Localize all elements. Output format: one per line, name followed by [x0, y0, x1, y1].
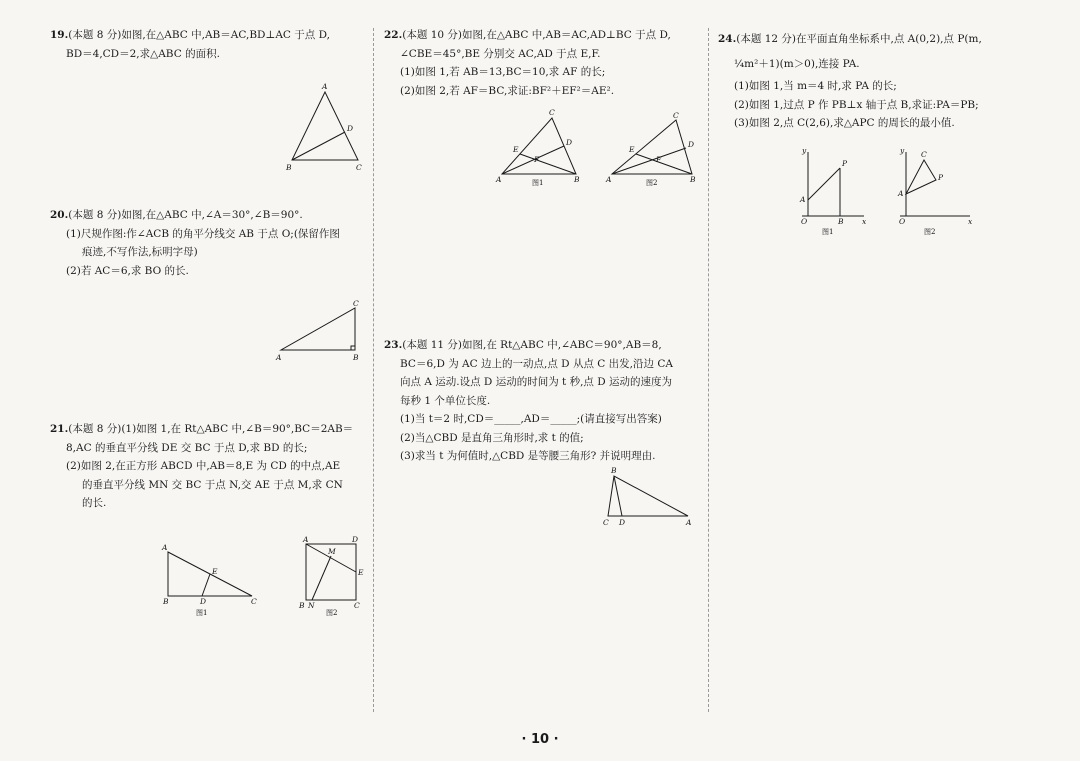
caption: 图1 [196, 609, 208, 617]
question-text: (本题 12 分)在平面直角坐标系中,点 A(0,2),点 P(m, [736, 33, 982, 45]
right-angle-mark [351, 346, 355, 350]
label-c: C [921, 150, 927, 159]
label-b: B [299, 601, 305, 610]
question-text: 每秒 1 个单位长度. [400, 394, 491, 407]
label-e: E [212, 567, 218, 576]
question-text: (2)如图 2,若 AF＝BC,求证:BF²＋EF²＝AE². [400, 84, 615, 97]
label-o: O [899, 217, 906, 226]
question-text: BD＝4,CD＝2,求△ABC 的面积. [66, 47, 220, 60]
label-b: B [286, 163, 292, 172]
figure-21-1 [160, 544, 270, 619]
label-c: C [251, 597, 257, 606]
column-divider-2 [708, 28, 709, 712]
question-text: (1)如图 1,若 AB＝13,BC＝10,求 AF 的长; [400, 66, 606, 78]
figure-20-triangle [275, 299, 365, 372]
label-a: A [606, 175, 612, 184]
label-m: M [328, 547, 336, 556]
question-24 [718, 30, 1040, 133]
label-e: E [513, 145, 519, 154]
segment-mn [312, 556, 331, 600]
segment-bd [614, 476, 622, 516]
label-x: x [968, 217, 973, 226]
label-e: E [358, 568, 364, 577]
question-20 [50, 206, 362, 280]
label-d: D [688, 140, 695, 149]
question-text: (本题 8 分)如图,在△ABC 中,∠A＝30°,∠B＝90°. [68, 209, 303, 221]
label-n: N [308, 601, 315, 610]
figure-22-1 [496, 110, 586, 190]
figure-22-2 [606, 111, 706, 190]
segment-ad [612, 148, 686, 174]
question-text: 的垂直平分线 MN 交 BC 于点 N,交 AE 于点 M,求 CN [82, 478, 343, 491]
caption: 图2 [646, 179, 658, 187]
question-22 [384, 26, 696, 100]
question-text: BC＝6,D 为 AC 边上的一动点,点 D 从点 C 出发,沿边 CA [400, 357, 673, 370]
triangle-abc [612, 120, 695, 174]
label-a: A [800, 195, 806, 204]
label-c: C [356, 163, 362, 172]
question-text: (本题 11 分)如图,在 Rt△ABC 中,∠ABC＝90°,AB＝8, [402, 339, 662, 351]
label-b: B [163, 597, 169, 606]
label-c: C [603, 518, 609, 527]
question-text: 痕迹,不写作法,标明字母) [82, 246, 198, 258]
question-text: (2)如图 2,在正方形 ABCD 中,AB＝8,E 为 CD 的中点,AE [66, 460, 341, 472]
question-text: (本题 8 分)(1)如图 1,在 Rt△ABC 中,∠B＝90°,BC＝2AB＝ [68, 423, 354, 435]
label-e: E [629, 145, 635, 154]
caption: 图2 [924, 228, 936, 236]
label-b: B [353, 353, 359, 362]
segment-bd [292, 132, 345, 160]
segment-be [636, 154, 692, 174]
label-o: O [801, 217, 808, 226]
question-19 [50, 26, 362, 63]
label-p: P [842, 159, 848, 168]
question-text: (1)当 t＝2 时,CD＝_____,AD＝_____;(请直接写出答案) [400, 413, 662, 425]
question-text: ¼m²＋1)(m＞0),连接 PA. [734, 57, 860, 70]
label-f: F [534, 155, 540, 164]
question-text: 8,AC 的垂直平分线 DE 交 BC 于点 D,求 BD 的长; [66, 441, 308, 454]
figure-23-triangle [600, 466, 700, 526]
caption: 图1 [532, 179, 544, 187]
label-a: A [276, 353, 282, 362]
label-c: C [673, 111, 679, 120]
figure-19-triangle [280, 84, 370, 174]
label-b: B [574, 175, 580, 184]
label-p: P [938, 173, 944, 182]
question-text: (3)如图 2,点 C(2,6),求△APC 的周长的最小值. [734, 117, 955, 129]
page-number: · 10 · [521, 732, 559, 747]
figure-24-1 [788, 146, 868, 238]
label-c: C [353, 299, 359, 308]
label-d: D [200, 597, 207, 606]
question-text: (2)如图 1,过点 P 作 PB⊥x 轴于点 B,求证:PA＝PB; [734, 98, 979, 111]
question-text: ∠CBE＝45°,BE 分别交 AC,AD 于点 E,F. [400, 47, 601, 60]
label-b: B [690, 175, 696, 184]
question-23 [384, 336, 696, 466]
label-y: y [900, 146, 905, 155]
label-d: D [619, 518, 626, 527]
question-number: 21. [50, 423, 69, 435]
figure-21-2 [298, 534, 378, 624]
triangle-apc [906, 160, 936, 194]
question-number: 22. [384, 29, 403, 41]
label-x: x [862, 217, 867, 226]
caption: 图2 [326, 609, 338, 617]
segment-pa [808, 168, 840, 200]
label-a: A [898, 189, 904, 198]
question-text: (1)如图 1,当 m＝4 时,求 PA 的长; [734, 80, 897, 92]
question-number: 19. [50, 29, 69, 41]
question-number: 24. [718, 33, 737, 45]
question-text: (1)尺规作图:作∠ACB 的角平分线交 AB 于点 O;(保留作图 [66, 227, 340, 240]
label-a: A [322, 82, 328, 91]
label-a: A [162, 543, 168, 552]
caption: 图1 [822, 228, 834, 236]
triangle-abc [608, 476, 688, 516]
figure-24-2 [894, 146, 974, 238]
question-21 [50, 420, 362, 513]
question-text: (2)当△CBD 是直角三角形时,求 t 的值; [400, 431, 584, 444]
question-text: (本题 8 分)如图,在△ABC 中,AB＝AC,BD⊥AC 于点 D, [68, 29, 331, 41]
question-text: (3)求当 t 为何值时,△CBD 是等腰三角形? 并说明理由. [400, 450, 656, 462]
label-b: B [838, 217, 844, 226]
question-text: 向点 A 运动.设点 D 运动的时间为 t 秒,点 D 运动的速度为 [400, 376, 673, 388]
label-a: A [303, 535, 309, 544]
label-d: D [352, 535, 359, 544]
label-y: y [802, 146, 807, 155]
label-a: A [686, 518, 692, 527]
triangle-abc [281, 308, 355, 350]
label-c: C [354, 601, 360, 610]
segment-be [520, 154, 576, 174]
question-text: (本题 10 分)如图,在△ABC 中,AB＝AC,AD⊥BC 于点 D, [402, 29, 671, 41]
question-number: 20. [50, 209, 69, 221]
label-b: B [611, 466, 617, 475]
segment-ad [502, 146, 564, 174]
de-perpendicular-bisector [202, 574, 210, 596]
label-d: D [347, 124, 354, 133]
label-f: F [656, 155, 662, 164]
question-text: (2)若 AC＝6,求 BO 的长. [66, 264, 189, 277]
label-a: A [496, 175, 502, 184]
question-number: 23. [384, 339, 403, 351]
label-d: D [566, 138, 573, 147]
label-c: C [549, 108, 555, 117]
question-text: 的长. [82, 497, 107, 509]
